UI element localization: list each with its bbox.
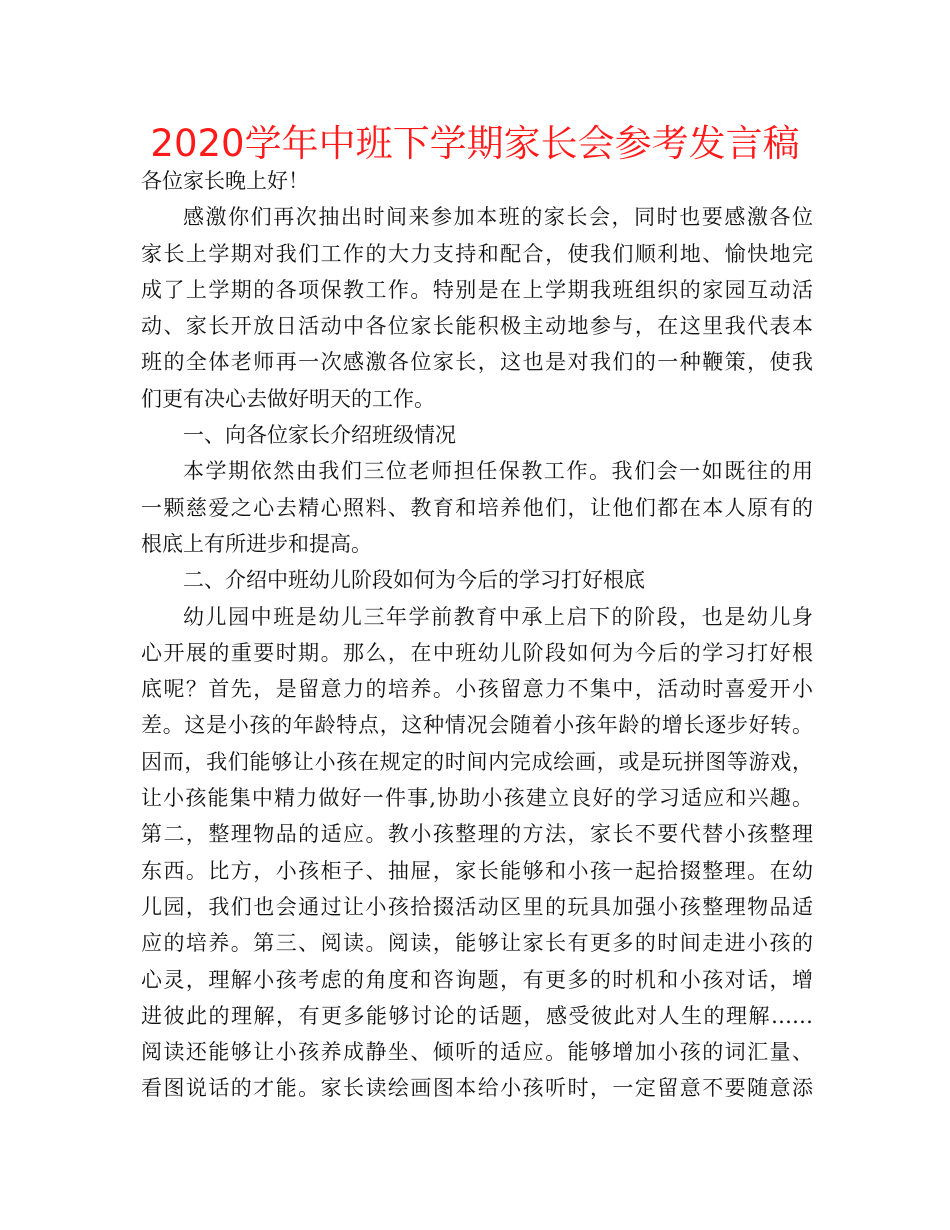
paragraph-line: 进彼此的理解，有更多能够讨论的话题，感受彼此对人生的理解…… — [141, 1003, 813, 1028]
document-body — [141, 163, 813, 1107]
paragraph-line: 阅读还能够让小孩养成静坐、倾听的适应。能够增加小孩的词汇量、 — [141, 1040, 813, 1065]
paragraph-line: 看图说话的才能。家长读绘画图本给小孩听时，一定留意不要随意添 — [141, 1076, 813, 1101]
paragraph-line: 们更有决心去做好明天的工作。 — [141, 386, 435, 411]
paragraph-line: 根底上有所进步和提高。 — [141, 531, 372, 556]
paragraph-line: 本学期依然由我们三位老师担任保教工作。我们会一如既往的用 — [183, 459, 813, 484]
section-heading: 二、介绍中班幼儿阶段如何为今后的学习打好根底 — [183, 568, 645, 593]
paragraph-line: 幼儿园中班是幼儿三年学前教育中承上启下的阶段，也是幼儿身 — [183, 604, 813, 629]
paragraph-line: 应的培养。第三、阅读。阅读，能够让家长有更多的时间走进小孩的 — [141, 931, 813, 956]
paragraph-line: 让小孩能集中精力做好一件事,协助小孩建立良好的学习适应和兴趣。 — [141, 786, 813, 811]
paragraph-line: 心开展的重要时期。那么，在中班幼儿阶段如何为今后的学习打好根 — [141, 640, 813, 665]
paragraph-line: 东西。比方，小孩柜子、抽屉，家长能够和小孩一起拾掇整理。在幼 — [141, 858, 813, 883]
paragraph-line: 儿园，我们也会通过让小孩拾掇活动区里的玩具加强小孩整理物品适 — [141, 894, 813, 919]
paragraph-line: 因而，我们能够让小孩在规定的时间内完成绘画，或是玩拼图等游戏， — [141, 749, 813, 774]
paragraph-line: 第二，整理物品的适应。教小孩整理的方法，家长不要代替小孩整理 — [141, 822, 813, 847]
paragraph-line: 差。这是小孩的年龄特点，这种情况会随着小孩年龄的增长逐步好转。 — [141, 713, 813, 738]
paragraph-line: 一颗慈爱之心去精心照料、教育和培养他们，让他们都在本人原有的 — [141, 495, 813, 520]
paragraph-line: 感激你们再次抽出时间来参加本班的家长会，同时也要感激各位 — [183, 205, 813, 230]
greeting-line: 各位家长晚上好！ — [141, 169, 309, 193]
paragraph-line: 动、家长开放日活动中各位家长能积极主动地参与，在这里我代表本 — [141, 314, 813, 339]
paragraph-line: 班的全体老师再一次感激各位家长，这也是对我们的一种鞭策，使我 — [141, 350, 813, 375]
paragraph-line: 成了上学期的各项保教工作。特别是在上学期我班组织的家园互动活 — [141, 277, 813, 302]
paragraph-line: 家长上学期对我们工作的大力支持和配合，使我们顺利地、愉快地完 — [141, 241, 813, 266]
document-title: 2020学年中班下学期家长会参考发言稿 — [150, 122, 800, 165]
section-heading: 一、向各位家长介绍班级情况 — [183, 423, 456, 448]
paragraph-line: 底呢？首先，是留意力的培养。小孩留意力不集中，活动时喜爱开小 — [141, 677, 813, 702]
paragraph-line: 心灵，理解小孩考虑的角度和咨询题，有更多的时机和小孩对话，增 — [141, 967, 813, 992]
